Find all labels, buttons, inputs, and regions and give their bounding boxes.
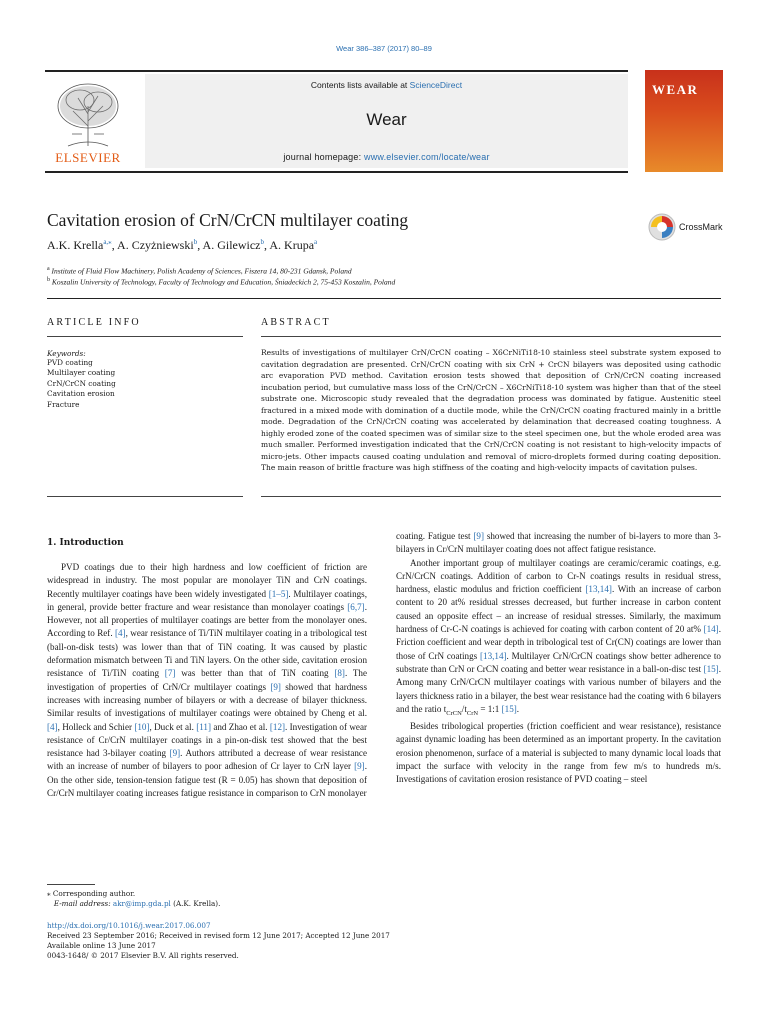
author-name: A. Krupa bbox=[269, 238, 315, 252]
citation-link[interactable]: [15] bbox=[501, 703, 517, 714]
keywords-label: Keywords: bbox=[47, 349, 86, 358]
keyword: Cavitation erosion bbox=[47, 389, 115, 399]
author-name: A.K. Krella bbox=[47, 238, 104, 252]
keyword: Fracture bbox=[47, 399, 80, 409]
author-list: A.K. Krella$^{a,⁎}$, A. Czyżniewski$^b$, A. Gilewicz$^b$, A. Krupa$^a$ bbox=[47, 238, 318, 252]
citation-link[interactable]: [1–5] bbox=[268, 588, 289, 599]
available-online: Available online 13 June 2017 bbox=[47, 941, 156, 950]
header-rule-top bbox=[45, 70, 628, 72]
citation-link[interactable]: [11] bbox=[196, 721, 212, 732]
author-name: A. Czyżniewski bbox=[117, 238, 194, 252]
email-suffix: (A.K. Krella). bbox=[170, 899, 221, 908]
paragraph: PVD coatings due to their high hardness and low coefficient of friction are widespread in industry. The most popular are monolayer TiN and CrN coatings. Recently multilayer coatings have been widely investigated [1–5]. Multilayer coatings, in general, provide better fracture and wear resistance than monolayer coatings [6,7]. However, not all properties of multilayer coatings are better from the monolayer ones. According to Ref. [4], wear resistance of Ti/TiN multilayer coating in a tribological test (ball-on-disk tests) was lower than that of TiN coating. It was caused by plastic deformation mismatch between Ti and TiN layers. On the other side, cavitation erosion resistance of Ti/TiN coating [7] was better than that of TiN coating [8]. The investigation of properties of CrN/Cr multilayer coatings [9] showed that hardness increases with increasing number of bilayers or with a decrease of bilayer thickness. Similar results of investigations of multilayer coatings were obtained by Cheng et al. [4], Holleck and Schier [10], Duck et al. [11] and Zhao et al. [12]. Investigation of wear resistance of Cr/CrN multilayer coatings in a pin-on-disk test showed that the best resistance had 3-bilayer coating [9]. Authors attributed a decrease of wear resistance with an increase of number of bilayers to poor adhesion of Cr layer to CrN layer [9]. On the other side, tension-tension fatigue test (R = 0.05) has shown that deposition of Cr/CrN multilayer coating increases fatigue resistance in comparison to CrN monolayer bbox=[47, 562, 368, 799]
contents-prefix: Contents lists available at bbox=[310, 80, 410, 90]
cover-title: WEAR bbox=[652, 82, 699, 97]
keyword: Multilayer coating bbox=[47, 368, 116, 378]
journal-reference[interactable]: Wear 386–387 (2017) 80–89 bbox=[336, 44, 432, 53]
received-dates: Received 23 September 2016; Received in revised form 12 June 2017; Accepted 12 June 2017 bbox=[47, 931, 390, 940]
author-name: A. Gilewicz bbox=[202, 238, 261, 252]
affiliation-a bbox=[47, 266, 352, 276]
doi-link[interactable]: http://dx.doi.org/10.1016/j.wear.2017.06.007 bbox=[47, 921, 211, 930]
keywords-list bbox=[47, 358, 116, 410]
citation-link[interactable]: [12] bbox=[269, 721, 286, 732]
paragraph: Another important group of multilayer coatings are ceramic/ceramic coatings, e.g. CrN/CrCN coatings. Addition of carbon to Cr-N coatings results in residual stress, hardness, elastic modulus and friction coefficient [13,14]. With an increase of carbon content to 20 at% residual stresses decreased, but further increase in carbon content caused an opposite effect – an increase of residual stresses. Similarly, the maximum hardness of Cr-C-N coatings is achieved for coating with carbon content of 20 at% [14]. Friction coefficient and wear depth in tribological test of Cr(CN) coatings are lower than those of CrN coatings [13,14]. Multilayer CrN/CrCN coatings show better adherence to substrate than CrN or CrCN coating and better wear resistance in a ball-on-disc test [15]. Among many CrN/CrCN multilayer coatings with various number of bilayers and the layers thickness ratio in a bilayer, the best wear resistance had the coating with 6 bilayers and the ratio $t_{CrCN}/t_{CrN}$ = 1:1 [15]. bbox=[396, 557, 721, 717]
sciencedirect-link[interactable]: ScienceDirect bbox=[409, 80, 463, 90]
affiliation-b bbox=[47, 277, 395, 287]
citation-link[interactable]: [9] bbox=[270, 681, 281, 692]
author-affiliation-mark[interactable]: a bbox=[314, 238, 318, 246]
citation-link[interactable]: [8] bbox=[334, 668, 345, 679]
affiliation-text: Institute of Fluid Flow Machinery, Polish Academy of Sciences, Fiszera 14, 80-231 Gdansk, Poland bbox=[51, 266, 352, 276]
citation-link[interactable]: [14] bbox=[703, 624, 719, 635]
citation-link[interactable]: [15] bbox=[703, 663, 719, 674]
citation-link[interactable]: [7] bbox=[164, 668, 176, 679]
citation-link[interactable]: [4] bbox=[115, 628, 126, 639]
article-metadata bbox=[47, 921, 390, 961]
author-affiliation-mark[interactable]: b bbox=[260, 238, 265, 246]
paragraph: Besides tribological properties (friction coefficient and wear resistance), resistance against dynamic loading has been determined as an important property. In the cavitation erosion phenomenon, surface of a material is subjected to many dynamic local loads that impact the surface with velocity in the range from few m/s to hundreds m/s. Investigations of cavitation erosion resistance of PVD coating – steel bbox=[396, 720, 721, 785]
journal-name: Wear bbox=[366, 110, 407, 129]
citation-link[interactable]: [10] bbox=[134, 721, 150, 732]
citation-link[interactable]: [9] bbox=[354, 761, 365, 772]
corresponding-author-note: ⁎ Corresponding author. bbox=[47, 889, 136, 898]
footnote bbox=[47, 889, 220, 909]
abstract-rule-bottom bbox=[261, 496, 721, 497]
email-label: E-mail address: bbox=[53, 899, 113, 908]
footnote-rule bbox=[47, 884, 95, 885]
section-heading: 1. Introduction bbox=[47, 538, 124, 548]
affiliation-text: Koszalin University of Technology, Faculty of Technology and Education, Śniadeckich 2, 75-453 Koszalin, Poland bbox=[51, 277, 396, 287]
abstract-heading: ABSTRACT bbox=[261, 317, 331, 328]
email-link[interactable]: akr@imp.gda.pl bbox=[112, 899, 171, 908]
affiliation-mark: a bbox=[47, 266, 50, 272]
author-affiliation-mark[interactable]: b bbox=[193, 238, 198, 246]
publisher-logo: ELSEVIER bbox=[55, 150, 121, 165]
keyword: CrN/CrCN coating bbox=[47, 378, 116, 388]
info-rule-bottom bbox=[47, 496, 243, 497]
homepage-prefix: journal homepage: bbox=[283, 152, 364, 162]
subscript: CrCN bbox=[446, 709, 462, 717]
body-column-left bbox=[47, 561, 367, 800]
citation-link[interactable]: [13,14] bbox=[480, 650, 507, 661]
citation-link[interactable]: [6,7] bbox=[347, 601, 365, 612]
journal-homepage bbox=[145, 152, 628, 162]
abstract-text: Results of investigations of multilayer CrN/CrCN coating – X6CrNiTi18-10 stainless steel substrate system exposed to cavitation degradation are presented. CrN/CrCN coating with six CrN + CrCN bilayers was deposited using cathodic arc evaporation PVD method. Cavitation erosion tests showed that deposition of CrN/CrCN coating increased incubation period, but cumulative mass loss of the CrN/CrCN – X6CrNiTi18-10 system was higher than that of the steel substrate one. Microscopic study revealed that the degradation process was dominated by fatigue. Austenitic steel fractured in a mixed mode with domination of a ductile mode, while the CrN/CrCN coating fractured mainly in a brittle mode. Degradation of the CrN/CrCN coating was accelerated by delamination that decreased coating toughness. A highly eroded zone of the coated specimen was of similar size to the steel specimen one, but the whole eroded area was much smaller. Performed investigation indicated that the CrN/CrCN coating is not resistant to high-velocity impacts of micro-jets. Other impacts caused coating undulation and removal of micro-droplets formed during coating deposition. The main reason of brittle fracture was high stiffness of the coating and high-velocity impacts of cavitation pulses. bbox=[261, 348, 721, 472]
citation-link[interactable]: [13,14] bbox=[585, 584, 612, 595]
abstract-rule-top bbox=[261, 336, 721, 337]
citation-link[interactable]: [4] bbox=[47, 721, 58, 732]
crossmark-icon[interactable] bbox=[648, 213, 676, 241]
affiliation-mark: b bbox=[47, 277, 50, 283]
article-title: Cavitation erosion of CrN/CrCN multilayer coating bbox=[47, 210, 409, 230]
copyright: 0043-1648/ © 2017 Elsevier B.V. All rights reserved. bbox=[47, 951, 239, 960]
paragraph: coating. Fatigue test [9] showed that increasing the number of bi-layers to more than 3-bilayers in Cr/CrN multilayer coating does not affect fatigue resistance. bbox=[396, 531, 721, 555]
citation-link[interactable]: [9] bbox=[169, 748, 181, 759]
crossmark-label[interactable]: CrossMark bbox=[679, 222, 723, 232]
subscript: CrN bbox=[466, 709, 479, 717]
info-rule-top bbox=[47, 336, 243, 337]
article-info-heading: ARTICLE INFO bbox=[47, 317, 141, 328]
citation-link[interactable]: [9] bbox=[473, 531, 484, 541]
author-affiliation-mark[interactable]: a,⁎ bbox=[103, 238, 112, 246]
keyword: PVD coating bbox=[47, 358, 93, 367]
contents-line bbox=[145, 80, 628, 90]
header-rule-bottom bbox=[45, 171, 628, 173]
homepage-link[interactable]: www.elsevier.com/locate/wear bbox=[364, 152, 490, 162]
body-column-right bbox=[396, 530, 721, 786]
email-line bbox=[47, 899, 220, 909]
title-rule bbox=[47, 298, 721, 299]
